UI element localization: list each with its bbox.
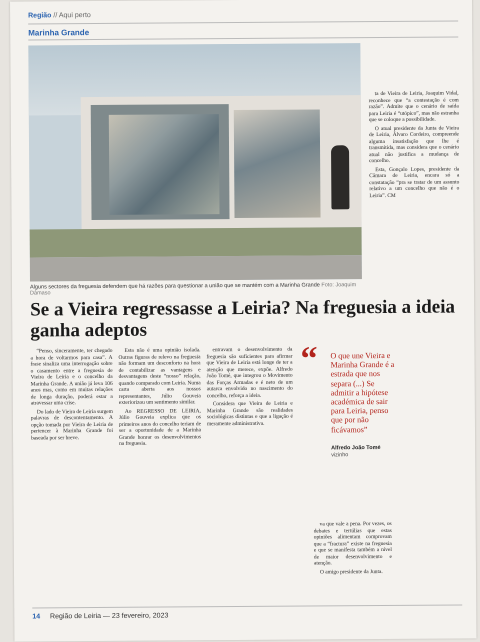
- paragraph: Esta, Gonçalo Lopes, presidente da Câmara de Leiria, encara só a constatação “pra se tratar de um assunto relativo a um concelho que não é o Leiria”. CM: [369, 165, 460, 199]
- article-photo: [28, 43, 362, 281]
- page-number: 14: [32, 613, 41, 621]
- paragraph: Esta não é uma opinião isolada. Outras figuras de relevo na freguesia não formam um desconforto na hora de contabilizar as vantagens e desvantagens deste “nosso” relação, quando comparado com Leiria. Numa carta aberta aos nossos representantes, Júlio Gouveia exteriorizou um sentimento similar.: [118, 347, 201, 406]
- page-footer: [32, 613, 168, 621]
- headline: Se a Vieira regressasse a Leiria? Na freguesia a ideia ganha adeptos: [30, 296, 456, 342]
- mural-image-right: [234, 109, 321, 218]
- paragraph: O amigo presidente da Junta.: [319, 568, 383, 575]
- photo-credit: Foto: Joaquim Dâmaso: [30, 282, 357, 297]
- paragraph: Considera que Vieira de Leiria e Marinha Grande são realidades sociológicas distintas e que a ligação é meramente administrativa.: [206, 400, 293, 427]
- location-tag: Marinha Grande: [28, 28, 90, 38]
- quote-author: Alfredo João Tomé: [331, 445, 381, 452]
- paragraph: O atual presidente da Junta de Vieira de Leiria, Álvaro Cordeiro, compreende alguma insatisfação que lhe é transmitida, mas considera que o cenário atual não justifica a mudança de concelho.: [368, 124, 460, 165]
- walking-person: [331, 145, 349, 209]
- section-name: Região: [28, 12, 52, 20]
- newspaper-page: [10, 0, 476, 642]
- header-rule: [28, 20, 458, 24]
- article-column-5: [369, 90, 460, 201]
- tag-rule: [28, 36, 458, 40]
- article-column-3: [206, 347, 293, 430]
- quote-role: vizinho: [331, 452, 349, 459]
- mural-image-left: [109, 114, 220, 215]
- caption-text: Alguns sectores da freguesia defendem que há razões para questionar a união que se mantém com a Marinha Grande: [29, 282, 320, 291]
- article-column-2: [118, 347, 201, 449]
- photo-grass: [30, 227, 362, 257]
- subsection-name: Aqui perto: [58, 12, 91, 20]
- footer-rule: [32, 604, 462, 608]
- quote-mark-icon: “: [300, 340, 318, 378]
- photo-caption: [30, 282, 360, 296]
- article-column-1: [30, 348, 113, 444]
- paragraph: va que vale a pena. Por vezes, os debates e tertúlias que estas opiniões alimentam comprovam que a “fractura” existe na freguesia e que se manifesta também a nível de maior desenvolvimento e atenção.: [313, 520, 392, 567]
- paragraph: Do lado de Vieira de Leiria surgem palavras de descontentamento. A opção tomada por Vieira de Leiria de pertencer à Marinha Grande foi baseada por ser breve.: [30, 408, 114, 441]
- article-column-4: [314, 521, 392, 578]
- section-header: Região // Aqui perto: [28, 12, 91, 20]
- paragraph: “Penso, sinceramente, ter chegado a hora de voltarmos para casa”. A frase sinaliza uma interrogação sobre o casamento entre a freguesia de Vieira de Leiria e o concelho da Marinha Grande. A união já leva 106 anos mas, como em muitas relações de longa duração, poderá estar a atravessar uma crise.: [30, 347, 113, 407]
- paragraph: entravam o desenvolvimento da freguesia são suficientes para afirmar que Vieira de Leiria está longe de ter a atenção que merece, expõe. Alfredo João Tomé, que integrou o Movimento das Forças Armadas e é neto de um autarca envolvido no nascimento do concelho, reforça a ideia.: [206, 346, 293, 399]
- photo-road: [30, 255, 362, 281]
- paragraph: Ao REGRESSO DE LEIRIA, Júlio Gouveia explica que os primeiros anos do concelho teriam de ser a oportunidade de a Marinha Grande honrar os desenvolvimentos na freguesia.: [118, 407, 202, 447]
- paragraph: ta de Vieira de Leiria, Joaquim Vidal, reconhece que “a contestação é com razão”. Admite que o cenário de saída para Leiria é “utópico”, mas não estranha que se coloque a possibilidade.: [368, 90, 459, 124]
- pull-quote: O que une Vieira e Marinha Grande é a estrada que nos separa (...) Se admitir a hipótese académica de sair para Leiria, penso que por não ficávamos”: [330, 350, 395, 435]
- publication-date: Região de Leiria — 23 fevereiro, 2023: [50, 612, 169, 621]
